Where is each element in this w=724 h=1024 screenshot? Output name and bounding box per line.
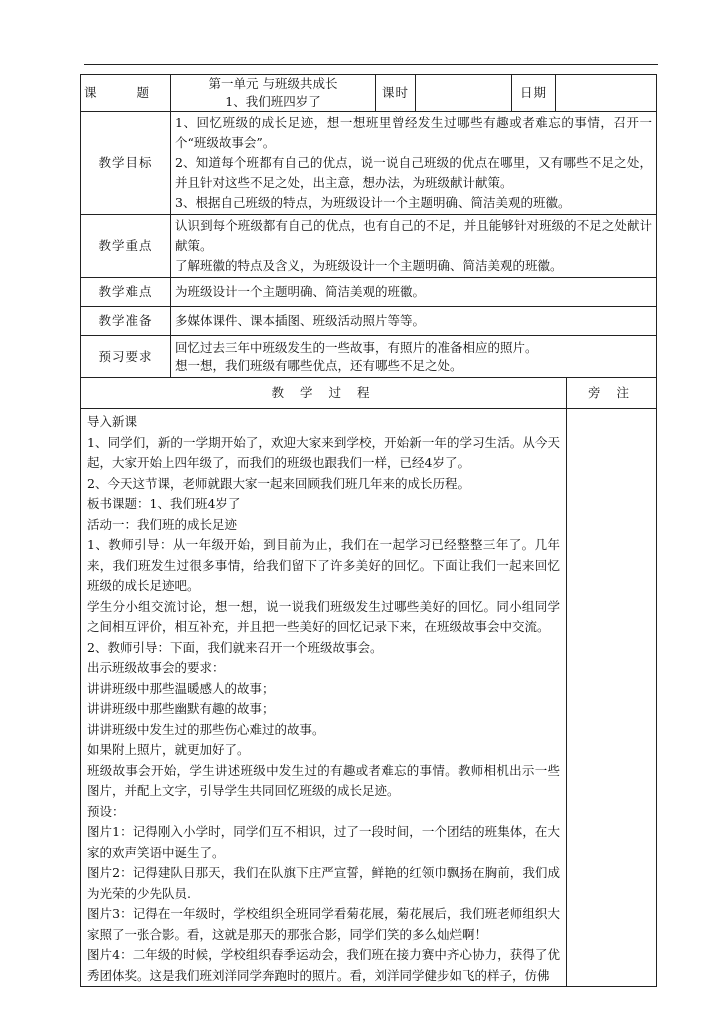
section-line: 多媒体课件、课本插图、班级活动照片等等。: [175, 313, 426, 328]
lesson-title-cell: [171, 75, 376, 112]
process-paragraph: 出示班级故事会的要求：: [87, 660, 225, 675]
section-content: [171, 336, 657, 378]
section-row: [81, 278, 657, 307]
process-paragraph: 讲讲班级中那些幽默有趣的故事；: [87, 701, 275, 716]
side-notes-header: 旁 注: [567, 378, 657, 409]
section-row: [81, 215, 657, 278]
unit-title: 第一单元 与班级共成长: [208, 76, 338, 91]
section-line: 想一想，我们班级有哪些优点，还有哪些不足之处。: [175, 357, 463, 373]
section-line: 2、知道每个班都有自己的优点，说一说自己班级的优点在哪里，又有哪些不足之处，并且针对这些不足之处，出主意，想办法，为班级献计献策。: [175, 155, 653, 190]
process-paragraph: 2、今天这节课，老师就跟大家一起来回顾我们班几年来的成长历程。: [87, 475, 470, 491]
section-label: 教学目标: [81, 112, 171, 215]
process-paragraph: 班级故事会开始，学生讲述班级中发生过的有趣或者难忘的事情。教师相机出示一些图片，并配上文字，引导学生共同回忆班级的成长足迹。: [87, 762, 561, 798]
section-row: [81, 112, 657, 215]
process-paragraph: 讲讲班级中发生过的那些伤心难过的故事。: [87, 721, 325, 737]
lesson-plan-table: [80, 74, 657, 987]
section-label: 教学准备: [81, 307, 171, 336]
section-content: [171, 112, 657, 215]
section-label: 预习要求: [81, 336, 171, 378]
process-paragraph: 导入新课: [87, 414, 138, 429]
process-paragraph: 如果附上照片，就更加好了。: [87, 742, 250, 757]
lesson-title: 1、我们班四岁了: [225, 94, 321, 109]
date-value: [556, 75, 657, 112]
process-paragraph: 板书课题：1、我们班4岁了: [87, 496, 241, 511]
section-line: 3、根据自己班级的特点，为班级设计一个主题明确、简洁美观的班徽。: [175, 195, 571, 210]
process-header: 教 学 过 程: [81, 378, 567, 409]
process-paragraph: 学生分小组交流讨论，想一想，说一说我们班级发生过哪些美好的回忆。同小组同学之间相互评价，相互补充，并且把一些美好的回忆记录下来，在班级故事会中交流。: [87, 598, 561, 634]
period-label: 课时: [376, 75, 416, 112]
section-label: 教学重点: [81, 215, 171, 278]
process-paragraph: 1、同学们，新的一学期开始了，欢迎大家来到学校，开始新一年的学习生活。从今天起，大家开始上四年级了，而我们的班级也跟我们一样，已经4岁了。: [87, 434, 561, 470]
process-paragraph: 1、教师引导：从一年级开始，到目前为止，我们在一起学习已经整整三年了。几年来，我们班发生过很多事情，给我们留下了许多美好的回忆。下面让我们一起来回忆班级的成长足迹吧。: [87, 537, 561, 593]
section-content: [171, 278, 657, 307]
section-content: [171, 307, 657, 336]
section-row: [81, 336, 657, 378]
section-line: 回忆过去三年中班级发生的一些故事，有照片的准备相应的照片。: [175, 339, 538, 355]
process-content: [81, 409, 567, 987]
header-row: [81, 75, 657, 112]
section-line: 认识到每个班级都有自己的优点，也有自己的不足，并且能够针对班级的不足之处献计献策。: [175, 218, 653, 253]
period-value: [416, 75, 512, 112]
process-paragraph: 图片1：记得刚入小学时，同学们互不相识，过了一段时间，一个团结的班集体，在大家的欢声笑语中诞生了。: [87, 824, 561, 860]
process-paragraph: 图片3：记得在一年级时，学校组织全班同学看菊花展，菊花展后，我们班老师组织大家照了一张合影。看，这就是那天的那张合影，同学们笑的多么灿烂啊！: [87, 906, 561, 942]
process-paragraph: 图片2：记得建队日那天，我们在队旗下庄严宣誓，鲜艳的红领巾飘扬在胸前，我们成为光荣的少先队员.: [87, 865, 561, 901]
process-paragraph: 预设：: [87, 803, 125, 819]
topic-label: 课 题: [81, 75, 171, 112]
process-paragraph: 讲讲班级中那些温暖感人的故事；: [87, 680, 275, 696]
date-label: 日期: [512, 75, 556, 112]
process-paragraph: 图片4：二年级的时候，学校组织春季运动会，我们班在接力赛中齐心协力，获得了优秀团体奖。这是我们班刘洋同学奔跑时的照片。看，刘洋同学健步如飞的样子，仿佛: [87, 947, 561, 983]
process-row: [81, 409, 657, 987]
section-row: [81, 307, 657, 336]
side-notes-column: [567, 409, 657, 987]
process-paragraph: 2、教师引导：下面，我们就来召开一个班级故事会。: [87, 639, 383, 655]
section-line: 为班级设计一个主题明确、简洁美观的班徽。: [175, 284, 426, 299]
process-paragraph: 活动一：我们班的成长足迹: [87, 516, 238, 532]
page-top-rule: [84, 64, 658, 65]
process-header-row: [81, 378, 657, 409]
section-content: [171, 215, 657, 278]
section-line: 了解班徽的特点及含义，为班级设计一个主题明确、简洁美观的班徽。: [175, 258, 563, 273]
section-line: 1、回忆班级的成长足迹，想一想班里曾经发生过哪些有趣或者难忘的事情，召开一个“班级故事会”。: [175, 115, 653, 150]
section-label: 教学难点: [81, 278, 171, 307]
